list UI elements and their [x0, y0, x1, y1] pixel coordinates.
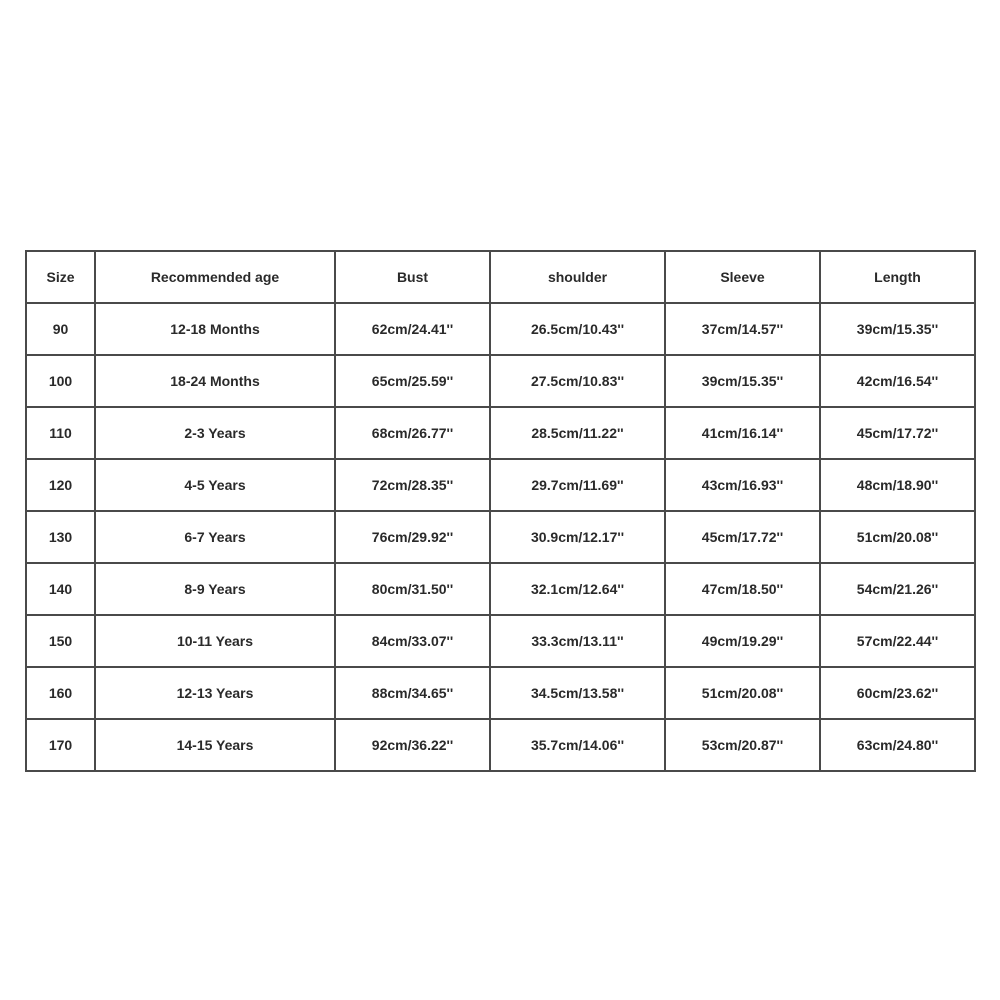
cell-sleeve: 45cm/17.72''	[665, 511, 820, 563]
cell-sleeve: 43cm/16.93''	[665, 459, 820, 511]
cell-shoulder: 33.3cm/13.11''	[490, 615, 665, 667]
size-chart-table	[25, 250, 976, 772]
cell-length: 54cm/21.26''	[820, 563, 975, 615]
cell-bust: 80cm/31.50''	[335, 563, 490, 615]
cell-length: 51cm/20.08''	[820, 511, 975, 563]
cell-bust: 76cm/29.92''	[335, 511, 490, 563]
cell-length: 45cm/17.72''	[820, 407, 975, 459]
table-row	[26, 615, 975, 667]
cell-length: 60cm/23.62''	[820, 667, 975, 719]
cell-shoulder: 30.9cm/12.17''	[490, 511, 665, 563]
cell-length: 42cm/16.54''	[820, 355, 975, 407]
header-bust: Bust	[335, 251, 490, 303]
cell-sleeve: 49cm/19.29''	[665, 615, 820, 667]
cell-size: 160	[26, 667, 95, 719]
cell-bust: 68cm/26.77''	[335, 407, 490, 459]
cell-sleeve: 47cm/18.50''	[665, 563, 820, 615]
cell-shoulder: 29.7cm/11.69''	[490, 459, 665, 511]
cell-length: 57cm/22.44''	[820, 615, 975, 667]
header-sleeve: Sleeve	[665, 251, 820, 303]
cell-recommended-age: 4-5 Years	[95, 459, 335, 511]
cell-shoulder: 27.5cm/10.83''	[490, 355, 665, 407]
cell-shoulder: 35.7cm/14.06''	[490, 719, 665, 771]
table-row	[26, 563, 975, 615]
table-row	[26, 303, 975, 355]
cell-bust: 92cm/36.22''	[335, 719, 490, 771]
cell-recommended-age: 14-15 Years	[95, 719, 335, 771]
header-size: Size	[26, 251, 95, 303]
cell-shoulder: 32.1cm/12.64''	[490, 563, 665, 615]
cell-recommended-age: 10-11 Years	[95, 615, 335, 667]
cell-sleeve: 51cm/20.08''	[665, 667, 820, 719]
cell-shoulder: 28.5cm/11.22''	[490, 407, 665, 459]
cell-recommended-age: 12-18 Months	[95, 303, 335, 355]
cell-shoulder: 34.5cm/13.58''	[490, 667, 665, 719]
cell-recommended-age: 8-9 Years	[95, 563, 335, 615]
cell-length: 39cm/15.35''	[820, 303, 975, 355]
cell-sleeve: 37cm/14.57''	[665, 303, 820, 355]
cell-recommended-age: 2-3 Years	[95, 407, 335, 459]
cell-sleeve: 39cm/15.35''	[665, 355, 820, 407]
cell-bust: 84cm/33.07''	[335, 615, 490, 667]
cell-size: 120	[26, 459, 95, 511]
header-shoulder: shoulder	[490, 251, 665, 303]
table-row	[26, 511, 975, 563]
header-length: Length	[820, 251, 975, 303]
cell-shoulder: 26.5cm/10.43''	[490, 303, 665, 355]
cell-bust: 88cm/34.65''	[335, 667, 490, 719]
cell-size: 130	[26, 511, 95, 563]
cell-length: 63cm/24.80''	[820, 719, 975, 771]
cell-length: 48cm/18.90''	[820, 459, 975, 511]
header-row	[26, 251, 975, 303]
cell-bust: 65cm/25.59''	[335, 355, 490, 407]
cell-size: 140	[26, 563, 95, 615]
cell-bust: 62cm/24.41''	[335, 303, 490, 355]
cell-sleeve: 41cm/16.14''	[665, 407, 820, 459]
table-row	[26, 719, 975, 771]
table-row	[26, 667, 975, 719]
table-row	[26, 355, 975, 407]
cell-recommended-age: 6-7 Years	[95, 511, 335, 563]
table-row	[26, 459, 975, 511]
cell-size: 150	[26, 615, 95, 667]
cell-size: 90	[26, 303, 95, 355]
cell-recommended-age: 12-13 Years	[95, 667, 335, 719]
header-recommended-age: Recommended age	[95, 251, 335, 303]
cell-size: 170	[26, 719, 95, 771]
cell-bust: 72cm/28.35''	[335, 459, 490, 511]
cell-recommended-age: 18-24 Months	[95, 355, 335, 407]
cell-size: 110	[26, 407, 95, 459]
cell-size: 100	[26, 355, 95, 407]
table-row	[26, 407, 975, 459]
cell-sleeve: 53cm/20.87''	[665, 719, 820, 771]
